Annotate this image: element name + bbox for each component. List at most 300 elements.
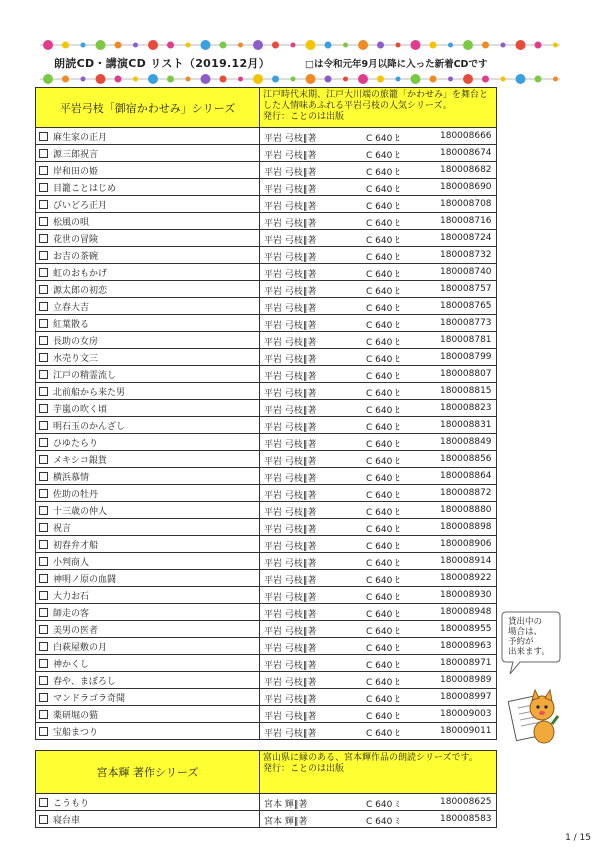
- new-item-checkbox: [39, 625, 48, 634]
- cd-row: [36, 570, 497, 587]
- bead-decoration-bottom: [40, 72, 560, 86]
- new-item-checkbox: [39, 540, 48, 549]
- bead-dot: [358, 40, 368, 50]
- new-item-checkbox: [39, 506, 48, 515]
- cd-title-cell: [36, 315, 260, 332]
- bead-dot: [396, 77, 401, 82]
- bead-dot: [43, 40, 53, 50]
- cd-title-cell: [36, 264, 260, 281]
- cd-author: 平岩 弓枝‖著: [264, 695, 317, 705]
- bead-dot: [291, 77, 296, 82]
- cd-info-cell: [260, 621, 497, 638]
- cd-author: 平岩 弓枝‖著: [264, 440, 317, 450]
- cd-title-cell: [36, 162, 260, 179]
- reservation-bubble: [500, 610, 562, 678]
- cd-row: [36, 672, 497, 689]
- bead-dot: [201, 74, 211, 84]
- cd-row: [36, 315, 497, 332]
- bead-dot: [430, 42, 437, 49]
- cd-call-number: C 640 ﾋ: [366, 219, 400, 229]
- new-item-checkbox: [39, 455, 48, 464]
- cd-author: 平岩 弓枝‖著: [264, 236, 317, 246]
- cd-material-code: 180008740: [440, 267, 492, 277]
- bead-dot: [448, 43, 453, 48]
- bead-dot: [501, 77, 506, 82]
- cd-info-cell: [260, 434, 497, 451]
- cd-info-cell: [260, 811, 497, 828]
- new-item-checkbox: [39, 710, 48, 719]
- cd-title: 松風の唄: [53, 217, 90, 228]
- cd-material-code: 180008773: [440, 318, 492, 328]
- cd-info-cell: [260, 400, 497, 417]
- cd-row: [36, 349, 497, 366]
- bubble-text-line: 貸出中の: [508, 617, 543, 627]
- cd-title: 明石玉のかんざし: [53, 421, 126, 432]
- cd-row: [36, 128, 497, 145]
- bead-dot: [115, 42, 122, 49]
- cd-material-code: 180008948: [440, 607, 492, 617]
- cd-info-cell: [260, 706, 497, 723]
- cd-call-number: C 640 ﾋ: [366, 287, 400, 297]
- cd-title-cell: [36, 434, 260, 451]
- cd-author: 平岩 弓枝‖著: [264, 729, 317, 739]
- cd-title-cell: [36, 553, 260, 570]
- bead-dot: [62, 76, 69, 83]
- cd-info-cell: [260, 179, 497, 196]
- cd-call-number: C 640 ﾋ: [366, 457, 400, 467]
- cd-info-cell: [260, 536, 497, 553]
- bead-dot: [167, 76, 174, 83]
- cd-title-cell: [36, 298, 260, 315]
- cd-title: 麻生家の正月: [53, 132, 108, 143]
- cd-material-code: 180008583: [440, 814, 492, 824]
- cd-title: 初春弁才船: [53, 540, 99, 551]
- cd-call-number: C 640 ﾐ: [366, 817, 400, 827]
- cd-author: 平岩 弓枝‖著: [264, 389, 317, 399]
- cd-call-number: C 640 ﾋ: [366, 474, 400, 484]
- cd-title-cell: [36, 451, 260, 468]
- cd-title-cell: [36, 366, 260, 383]
- new-item-checkbox: [39, 815, 48, 824]
- cd-material-code: 180008799: [440, 352, 492, 362]
- new-item-checkbox: [39, 370, 48, 379]
- cd-row: [36, 723, 497, 740]
- bead-dot: [553, 43, 558, 48]
- cd-title: 芋嵐の吹く頃: [53, 404, 108, 415]
- series-description: [260, 751, 497, 794]
- cd-title-cell: [36, 349, 260, 366]
- new-item-checkbox: [39, 489, 48, 498]
- cd-row: [36, 811, 497, 828]
- cd-info-cell: [260, 298, 497, 315]
- cd-title: ひゆたらり: [53, 438, 99, 449]
- new-item-checkbox: [39, 438, 48, 447]
- cd-author: 平岩 弓枝‖著: [264, 253, 317, 263]
- bead-dot: [220, 76, 227, 83]
- page-title: 朗読CD・講演CD リスト（2019.12月）: [54, 57, 271, 70]
- cd-title-cell: [36, 230, 260, 247]
- cd-row: [36, 689, 497, 706]
- cd-info-cell: [260, 264, 497, 281]
- series-title: 平岩弓枝「御宿かわせみ」シリーズ: [36, 88, 260, 128]
- bead-dot: [148, 40, 158, 50]
- cd-title-cell: [36, 621, 260, 638]
- cd-title: 神明ノ原の血闘: [53, 574, 117, 585]
- bead-dot: [253, 40, 263, 50]
- cd-title-cell: [36, 570, 260, 587]
- cd-info-cell: [260, 213, 497, 230]
- bead-dot: [463, 40, 473, 50]
- bead-dot: [272, 76, 279, 83]
- cd-title: 長助の女房: [53, 336, 99, 347]
- cd-row: [36, 604, 497, 621]
- new-item-checkbox: [39, 302, 48, 311]
- cd-material-code: 180008666: [440, 131, 492, 141]
- bead-dot: [482, 76, 489, 83]
- cd-call-number: C 640 ﾋ: [366, 576, 400, 586]
- bead-dot: [516, 74, 526, 84]
- cd-title: 江戸の精霊流し: [53, 370, 117, 381]
- bead-dot: [81, 77, 86, 82]
- cd-material-code: 180008922: [440, 573, 492, 583]
- bead-dot: [133, 43, 138, 48]
- cd-material-code: 180008724: [440, 233, 492, 243]
- series-table: [35, 750, 497, 828]
- cd-title-cell: [36, 383, 260, 400]
- bead-dot: [201, 40, 211, 50]
- series-title: 宮本輝 著作シリーズ: [36, 751, 260, 794]
- cd-call-number: C 640 ﾋ: [366, 389, 400, 399]
- cd-title-cell: [36, 519, 260, 536]
- bead-dot: [343, 77, 348, 82]
- bubble-text-line: 予約が: [508, 637, 534, 647]
- cd-row: [36, 332, 497, 349]
- new-item-checkbox: [39, 132, 48, 141]
- cd-call-number: C 640 ﾋ: [366, 695, 400, 705]
- cd-info-cell: [260, 485, 497, 502]
- cd-title-cell: [36, 794, 260, 811]
- cd-call-number: C 640 ﾋ: [366, 491, 400, 501]
- cd-row: [36, 213, 497, 230]
- cd-title-cell: [36, 128, 260, 145]
- cd-title: 薬研堀の猫: [53, 710, 99, 721]
- bead-dot: [463, 74, 473, 84]
- new-item-checkbox: [39, 574, 48, 583]
- cd-call-number: C 640 ﾋ: [366, 151, 400, 161]
- cd-row: [36, 417, 497, 434]
- new-item-checkbox: [39, 353, 48, 362]
- cd-title-cell: [36, 536, 260, 553]
- bead-dot: [306, 74, 316, 84]
- new-item-checkbox: [39, 183, 48, 192]
- bead-dot: [220, 42, 227, 49]
- bead-dot: [343, 43, 348, 48]
- cd-call-number: C 640 ﾋ: [366, 729, 400, 739]
- cd-material-code: 180008997: [440, 692, 492, 702]
- cd-call-number: C 640 ﾋ: [366, 168, 400, 178]
- bead-dot: [115, 76, 122, 83]
- cd-material-code: 180008872: [440, 488, 492, 498]
- cd-title-cell: [36, 400, 260, 417]
- new-item-checkbox: [39, 268, 48, 277]
- new-item-checkbox: [39, 217, 48, 226]
- cd-author: 平岩 弓枝‖著: [264, 406, 317, 416]
- new-item-checkbox: [39, 591, 48, 600]
- series-publisher: 発行：ことのは出版: [263, 764, 345, 774]
- cd-material-code: 180008690: [440, 182, 492, 192]
- new-item-checkbox: [39, 200, 48, 209]
- cd-info-cell: [260, 468, 497, 485]
- cd-title: 水売り文三: [53, 353, 99, 364]
- cd-author: 宮本 輝‖著: [264, 800, 308, 810]
- cd-author: 平岩 弓枝‖著: [264, 661, 317, 671]
- cd-info-cell: [260, 230, 497, 247]
- cd-info-cell: [260, 638, 497, 655]
- cd-call-number: C 640 ﾋ: [366, 236, 400, 246]
- cd-material-code: 180008682: [440, 165, 492, 175]
- cd-title-cell: [36, 281, 260, 298]
- cd-author: 平岩 弓枝‖著: [264, 474, 317, 484]
- new-item-checkbox: [39, 693, 48, 702]
- cd-call-number: C 640 ﾋ: [366, 627, 400, 637]
- new-item-checkbox: [39, 251, 48, 260]
- cd-title-cell: [36, 811, 260, 828]
- series-header: [36, 751, 497, 794]
- bead-dot: [535, 76, 542, 83]
- cd-info-cell: [260, 366, 497, 383]
- cd-info-cell: [260, 349, 497, 366]
- cd-info-cell: [260, 655, 497, 672]
- bead-dot: [291, 43, 296, 48]
- cd-author: 平岩 弓枝‖著: [264, 168, 317, 178]
- cd-title: メキシコ銀貨: [53, 455, 107, 466]
- cd-title-cell: [36, 196, 260, 213]
- cd-info-cell: [260, 553, 497, 570]
- cd-call-number: C 640 ﾋ: [366, 134, 400, 144]
- cd-material-code: 180008815: [440, 386, 492, 396]
- bead-dot: [535, 42, 542, 49]
- cd-author: 平岩 弓枝‖著: [264, 134, 317, 144]
- bead-decoration-top: [40, 38, 560, 52]
- cd-call-number: C 640 ﾋ: [366, 372, 400, 382]
- bubble-text-line: 場合は、: [508, 627, 543, 637]
- cd-material-code: 180008765: [440, 301, 492, 311]
- cd-title-cell: [36, 604, 260, 621]
- cd-row: [36, 621, 497, 638]
- new-item-checkbox: [39, 523, 48, 532]
- bead-dot: [133, 77, 138, 82]
- cd-material-code: 180008781: [440, 335, 492, 345]
- cd-row: [36, 264, 497, 281]
- cd-row: [36, 434, 497, 451]
- bead-dot: [306, 40, 316, 50]
- cd-title: 源太郎の初恋: [53, 285, 108, 296]
- cd-call-number: C 640 ﾋ: [366, 440, 400, 450]
- bead-dot: [325, 42, 332, 49]
- bead-dot: [358, 74, 368, 84]
- bead-dot: [186, 43, 191, 48]
- new-item-checkbox: [39, 319, 48, 328]
- cd-material-code: 180008963: [440, 641, 492, 651]
- new-items-note: □は令和元年9月以降に入った新着CDです: [305, 59, 488, 70]
- cd-title-cell: [36, 179, 260, 196]
- cd-title-cell: [36, 485, 260, 502]
- cd-material-code: 180009003: [440, 709, 492, 719]
- cd-title-cell: [36, 723, 260, 740]
- bead-dot: [411, 74, 421, 84]
- cd-material-code: 180008732: [440, 250, 492, 260]
- new-item-checkbox: [39, 234, 48, 243]
- cd-info-cell: [260, 383, 497, 400]
- cd-call-number: C 640 ﾋ: [366, 321, 400, 331]
- cd-author: 平岩 弓枝‖著: [264, 372, 317, 382]
- cd-author: 平岩 弓枝‖著: [264, 525, 317, 535]
- bead-dot: [96, 74, 106, 84]
- cd-row: [36, 502, 497, 519]
- bead-dot: [238, 77, 243, 82]
- bead-dot: [411, 40, 421, 50]
- bead-dot: [43, 74, 53, 84]
- cd-title: 師走の客: [53, 608, 90, 619]
- cd-title-cell: [36, 468, 260, 485]
- cd-title: 目籠ことはじめ: [53, 183, 117, 194]
- cd-title: 春や、まぼろし: [53, 676, 116, 687]
- bead-dot: [272, 42, 279, 49]
- cd-author: 宮本 輝‖著: [264, 817, 308, 827]
- cd-author: 平岩 弓枝‖著: [264, 151, 317, 161]
- cd-author: 平岩 弓枝‖著: [264, 287, 317, 297]
- cd-title: お吉の茶碗: [53, 251, 99, 262]
- cd-author: 平岩 弓枝‖著: [264, 355, 317, 365]
- cd-row: [36, 196, 497, 213]
- cd-call-number: C 640 ﾋ: [366, 542, 400, 552]
- cd-material-code: 180008716: [440, 216, 492, 226]
- series-description: [260, 88, 497, 128]
- bead-dot: [238, 43, 243, 48]
- bead-dot: [377, 42, 384, 49]
- bead-dot: [553, 77, 558, 82]
- cd-author: 平岩 弓枝‖著: [264, 219, 317, 229]
- cd-material-code: 180008856: [440, 454, 492, 464]
- cd-call-number: C 640 ﾋ: [366, 508, 400, 518]
- cd-info-cell: [260, 672, 497, 689]
- cd-author: 平岩 弓枝‖著: [264, 338, 317, 348]
- cd-call-number: C 640 ﾋ: [366, 355, 400, 365]
- cd-call-number: C 640 ﾋ: [366, 202, 400, 212]
- cd-author: 平岩 弓枝‖著: [264, 508, 317, 518]
- cd-call-number: C 640 ﾋ: [366, 525, 400, 535]
- new-item-checkbox: [39, 404, 48, 413]
- cd-author: 平岩 弓枝‖著: [264, 270, 317, 280]
- bead-dot: [396, 43, 401, 48]
- cd-author: 平岩 弓枝‖著: [264, 559, 317, 569]
- cd-info-cell: [260, 128, 497, 145]
- cd-row: [36, 366, 497, 383]
- series-description-text: 江戸時代末期、江戸大川端の旅籠「かわせみ」を舞台とした人情味あふれる平岩弓枝の人気シリーズ。: [263, 90, 489, 111]
- cd-title: 虹のおもかげ: [53, 268, 108, 279]
- cd-material-code: 180008914: [440, 556, 492, 566]
- new-item-checkbox: [39, 285, 48, 294]
- cd-author: 平岩 弓枝‖著: [264, 712, 317, 722]
- series-publisher: 発行：ことのは出版: [263, 112, 345, 122]
- cd-row: [36, 587, 497, 604]
- cd-title-cell: [36, 655, 260, 672]
- cd-title: マンドラゴラ奇聞: [53, 693, 126, 704]
- bead-dot: [430, 76, 437, 83]
- bead-dot: [253, 74, 263, 84]
- cd-call-number: C 640 ﾋ: [366, 253, 400, 263]
- cd-title: 大力お石: [53, 591, 90, 602]
- cd-call-number: C 640 ﾋ: [366, 559, 400, 569]
- cd-row: [36, 281, 497, 298]
- cd-author: 平岩 弓枝‖著: [264, 542, 317, 552]
- cd-info-cell: [260, 570, 497, 587]
- cd-info-cell: [260, 196, 497, 213]
- cd-row: [36, 230, 497, 247]
- cd-title: 十三歳の仲人: [53, 506, 108, 517]
- cd-info-cell: [260, 519, 497, 536]
- cd-call-number: C 640 ﾋ: [366, 423, 400, 433]
- new-item-checkbox: [39, 472, 48, 481]
- cd-call-number: C 640 ﾋ: [366, 678, 400, 688]
- cd-call-number: C 640 ﾋ: [366, 593, 400, 603]
- cd-info-cell: [260, 604, 497, 621]
- cd-info-cell: [260, 162, 497, 179]
- cd-info-cell: [260, 332, 497, 349]
- cd-author: 平岩 弓枝‖著: [264, 576, 317, 586]
- cd-call-number: C 640 ﾋ: [366, 712, 400, 722]
- series-header: [36, 88, 497, 128]
- cd-title: 小判商人: [53, 557, 90, 568]
- page-number: 1 / 15: [565, 833, 591, 843]
- cd-row: [36, 536, 497, 553]
- cd-title: 北前船から来た男: [53, 387, 126, 398]
- cd-call-number: C 640 ﾋ: [366, 406, 400, 416]
- cd-row: [36, 162, 497, 179]
- cd-material-code: 180008625: [440, 797, 492, 807]
- cd-author: 平岩 弓枝‖著: [264, 423, 317, 433]
- bead-dot: [501, 43, 506, 48]
- cd-info-cell: [260, 794, 497, 811]
- bead-dot: [377, 76, 384, 83]
- cd-info-cell: [260, 502, 497, 519]
- cd-material-code: 180008898: [440, 522, 492, 532]
- new-item-checkbox: [39, 557, 48, 566]
- cd-material-code: 180008955: [440, 624, 492, 634]
- bead-dot: [516, 40, 526, 50]
- bead-dot: [186, 77, 191, 82]
- cd-row: [36, 468, 497, 485]
- cd-title: 寝台車: [53, 815, 81, 826]
- bead-dot: [148, 74, 158, 84]
- cd-title-cell: [36, 502, 260, 519]
- cd-row: [36, 451, 497, 468]
- cd-title-cell: [36, 587, 260, 604]
- new-item-checkbox: [39, 727, 48, 736]
- cd-author: 平岩 弓枝‖著: [264, 610, 317, 620]
- cd-title: 白萩屋敷の月: [53, 642, 108, 653]
- cd-material-code: 180008849: [440, 437, 492, 447]
- cd-row: [36, 706, 497, 723]
- cd-author: 平岩 弓枝‖著: [264, 202, 317, 212]
- cd-title-cell: [36, 213, 260, 230]
- cd-title: 横浜慕情: [53, 472, 90, 483]
- cd-title: 岸和田の姫: [53, 166, 99, 177]
- cd-call-number: C 640 ﾋ: [366, 185, 400, 195]
- cd-call-number: C 640 ﾋ: [366, 644, 400, 654]
- cd-material-code: 180008989: [440, 675, 492, 685]
- new-item-checkbox: [39, 421, 48, 430]
